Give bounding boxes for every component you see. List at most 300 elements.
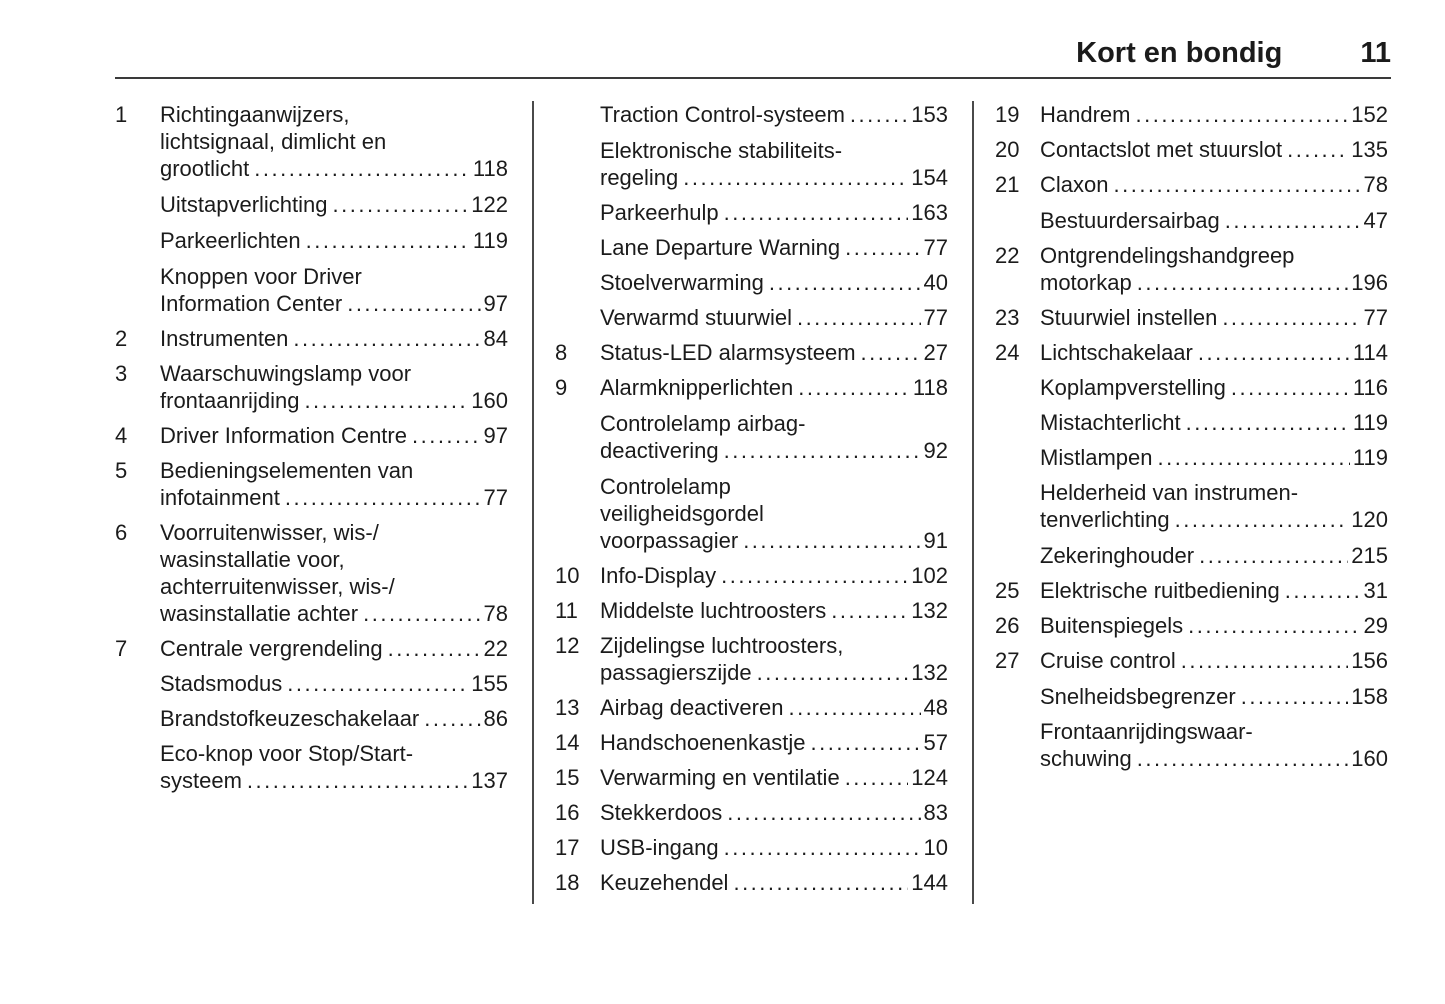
entry-body (1040, 683, 1388, 710)
toc-entry (995, 444, 1388, 471)
entry-page-ref: 163 (911, 199, 948, 225)
entry-last-line (1040, 444, 1388, 471)
entry-number: 5 (115, 457, 128, 483)
entry-body (160, 457, 508, 511)
entry-last-line (600, 799, 948, 826)
page-number: 11 (1360, 37, 1391, 69)
toc-entry (995, 339, 1388, 366)
entry-label: Lichtschakelaar (1040, 339, 1193, 365)
entry-number: 24 (995, 339, 1020, 365)
entry-page-ref: 29 (1363, 612, 1388, 638)
dot-leader (347, 290, 480, 317)
entry-label-line: achterruitenwisser, wis-/ (160, 573, 395, 599)
entry-label: Contactslot met stuurslot (1040, 136, 1283, 162)
entry-label-line: Eco-knop voor Stop/Start- (160, 740, 414, 766)
entry-body (600, 694, 948, 721)
entry-last-line (1040, 374, 1388, 401)
entry-page-ref: 132 (911, 659, 948, 685)
manual-page (0, 38, 1445, 904)
entry-number (555, 234, 600, 261)
entry-number (555, 269, 600, 296)
entry-label: Snelheidsbegrenzer (1040, 683, 1236, 709)
entry-body (1040, 409, 1388, 436)
entry-number (995, 718, 1040, 772)
entry-label: Stekkerdoos (600, 799, 723, 825)
entry-last-line (1040, 506, 1388, 533)
entry-last-line (600, 339, 948, 366)
entry-last-line (600, 101, 948, 128)
toc-entry (115, 670, 508, 697)
dot-leader (1225, 207, 1361, 234)
toc-entry (115, 360, 508, 414)
entry-page-ref: 83 (923, 799, 948, 825)
entry-label: frontaanrijding (160, 387, 300, 413)
toc-entry (115, 101, 508, 182)
entry-body (600, 562, 948, 589)
entry-page-ref: 160 (471, 387, 508, 413)
entry-label: Uitstapverlichting (160, 191, 328, 217)
entry-last-line (1040, 207, 1388, 234)
entry-label: Middelste luchtroosters (600, 597, 827, 623)
entry-number: 17 (555, 834, 580, 860)
entry-last-line (1040, 542, 1388, 569)
dot-leader (757, 659, 909, 686)
entry-page-ref: 160 (1351, 745, 1388, 771)
entry-last-line (160, 705, 508, 732)
entry-body (1040, 479, 1388, 533)
toc-entry (115, 457, 508, 511)
toc-entry (555, 764, 948, 791)
entry-label: Koplampverstelling (1040, 374, 1226, 400)
entry-body (600, 269, 948, 296)
entry-page-ref: 57 (923, 729, 948, 755)
dot-leader (388, 635, 481, 662)
entry-label: deactivering (600, 437, 719, 463)
dot-leader (724, 437, 921, 464)
entry-label: Parkeerhulp (600, 199, 719, 225)
entry-number (995, 542, 1040, 569)
entry-label-line: Ontgrendelingshandgreep (1040, 242, 1295, 268)
entry-page-ref: 31 (1363, 577, 1388, 603)
entry-body (600, 101, 948, 128)
dot-leader (1113, 171, 1360, 198)
entry-page-ref: 102 (911, 562, 948, 588)
entry-number (995, 409, 1040, 436)
entry-page-ref: 47 (1363, 207, 1388, 233)
entry-last-line (1040, 101, 1388, 128)
dot-leader (797, 304, 921, 331)
entry-body (1040, 612, 1388, 639)
entry-last-line (160, 600, 508, 627)
entry-number (555, 410, 600, 464)
entry-label: tenverlichting (1040, 506, 1170, 532)
toc-column (972, 101, 1388, 904)
entry-number: 27 (995, 647, 1020, 673)
entry-last-line (1040, 304, 1388, 331)
dot-leader (306, 227, 470, 254)
dot-leader (769, 269, 921, 296)
toc-entry (555, 562, 948, 589)
entry-page-ref: 84 (483, 325, 508, 351)
entry-label: Zekeringhouder (1040, 542, 1195, 568)
entry-label: Brandstofkeuzeschakelaar (160, 705, 420, 731)
dot-leader (1241, 683, 1349, 710)
toc-entry (995, 101, 1388, 128)
entry-body (1040, 444, 1388, 471)
dot-leader (850, 101, 908, 128)
entry-label: Driver Information Centre (160, 422, 407, 448)
entry-number (115, 263, 160, 317)
entry-page-ref: 120 (1351, 506, 1388, 532)
entry-page-ref: 153 (911, 101, 948, 127)
dot-leader (1137, 269, 1349, 296)
entry-label-line: Bedieningselementen van (160, 457, 414, 483)
page-header (115, 38, 1391, 70)
dot-leader (247, 767, 468, 794)
entry-number (995, 683, 1040, 710)
toc-entry (995, 612, 1388, 639)
dot-leader (412, 422, 481, 449)
entry-label: passagierszijde (600, 659, 752, 685)
toc-entry (555, 632, 948, 686)
entry-page-ref: 40 (923, 269, 948, 295)
dot-leader (287, 670, 468, 697)
entry-label: schuwing (1040, 745, 1132, 771)
entry-label: Information Center (160, 290, 343, 316)
dot-leader (254, 155, 470, 182)
entry-page-ref: 119 (1352, 444, 1388, 470)
entry-body (1040, 136, 1388, 163)
entry-page-ref: 155 (471, 670, 508, 696)
chapter-title: Kort en bondig (1076, 37, 1283, 69)
toc-entry (555, 410, 948, 464)
entry-last-line (160, 670, 508, 697)
dot-leader (293, 325, 480, 352)
entry-page-ref: 118 (912, 374, 948, 400)
dot-leader (1199, 542, 1348, 569)
entry-last-line (600, 234, 948, 261)
entry-number (555, 137, 600, 191)
entry-number: 3 (115, 360, 128, 386)
entry-body (600, 799, 948, 826)
entry-number (115, 705, 160, 732)
entry-last-line (600, 764, 948, 791)
entry-number: 22 (995, 242, 1020, 268)
dot-leader (727, 799, 920, 826)
entry-label: wasinstallatie achter (160, 600, 359, 626)
dot-leader (1188, 612, 1360, 639)
entry-last-line (1040, 683, 1388, 710)
entry-number (995, 479, 1040, 533)
entry-last-line (160, 325, 508, 352)
toc-entry (995, 304, 1388, 331)
entry-label: Keuzehendel (600, 869, 729, 895)
dot-leader (1137, 745, 1349, 772)
entry-body (600, 764, 948, 791)
entry-number: 18 (555, 869, 580, 895)
entry-page-ref: 48 (923, 694, 948, 720)
dot-leader (724, 199, 909, 226)
toc-entry (555, 101, 948, 128)
entry-page-ref: 152 (1351, 101, 1388, 127)
entry-last-line (600, 659, 948, 686)
entry-page-ref: 114 (1352, 339, 1388, 365)
toc-entry (995, 136, 1388, 163)
entry-label-line: Voorruitenwisser, wis-/ (160, 519, 379, 545)
entry-body (160, 325, 508, 352)
toc-entry (995, 409, 1388, 436)
entry-number: 2 (115, 325, 128, 351)
entry-label-line: Richtingaanwijzers, (160, 101, 350, 127)
entry-label: motorkap (1040, 269, 1132, 295)
entry-label: grootlicht (160, 155, 250, 181)
toc-entry (555, 694, 948, 721)
dot-leader (333, 191, 469, 218)
entry-label: Parkeerlichten (160, 227, 301, 253)
entry-page-ref: 27 (923, 339, 948, 365)
entry-last-line (600, 304, 948, 331)
entry-last-line (160, 767, 508, 794)
entry-label-line: Helderheid van instrumen- (1040, 479, 1299, 505)
entry-last-line (1040, 136, 1388, 163)
entry-page-ref: 135 (1351, 136, 1388, 162)
entry-last-line (1040, 269, 1388, 296)
entry-page-ref: 77 (483, 484, 508, 510)
dot-leader (1285, 577, 1361, 604)
entry-number: 4 (115, 422, 128, 448)
entry-label-line: wasinstallatie voor, (160, 546, 345, 572)
entry-number (555, 101, 600, 128)
entry-number (115, 227, 160, 254)
toc-entry (555, 269, 948, 296)
dot-leader (1287, 136, 1348, 163)
dot-leader (424, 705, 480, 732)
entry-body (160, 101, 508, 182)
entry-body (600, 410, 948, 464)
entry-last-line (600, 437, 948, 464)
toc-entry (555, 199, 948, 226)
entry-body (160, 263, 508, 317)
dot-leader (788, 694, 920, 721)
entry-page-ref: 116 (1352, 374, 1388, 400)
toc-entry (995, 718, 1388, 772)
toc-entry (995, 577, 1388, 604)
dot-leader (683, 164, 908, 191)
entry-body (160, 422, 508, 449)
entry-number (995, 207, 1040, 234)
entry-number (115, 191, 160, 218)
dot-leader (1157, 444, 1349, 471)
entry-last-line (1040, 647, 1388, 674)
toc-entry (555, 304, 948, 331)
entry-number (115, 740, 160, 794)
entry-page-ref: 118 (472, 155, 508, 181)
entry-last-line (600, 562, 948, 589)
dot-leader (743, 527, 920, 554)
entry-body (160, 740, 508, 794)
entry-number (115, 670, 160, 697)
entry-page-ref: 119 (1352, 409, 1388, 435)
entry-number: 8 (555, 339, 568, 365)
entry-page-ref: 215 (1351, 542, 1388, 568)
entry-last-line (160, 290, 508, 317)
entry-number: 13 (555, 694, 580, 720)
entry-number: 16 (555, 799, 580, 825)
entry-page-ref: 22 (483, 635, 508, 661)
entry-page-ref: 137 (471, 767, 508, 793)
entry-label: USB-ingang (600, 834, 719, 860)
entry-page-ref: 92 (923, 437, 948, 463)
toc-entry (995, 542, 1388, 569)
entry-body (1040, 207, 1388, 234)
toc-entry (555, 799, 948, 826)
entry-last-line (1040, 577, 1388, 604)
toc-entry (115, 519, 508, 627)
dot-leader (1181, 647, 1349, 674)
toc-column (115, 101, 508, 904)
entry-label: Instrumenten (160, 325, 289, 351)
entry-label-line: Knoppen voor Driver (160, 263, 362, 289)
entry-label: Handrem (1040, 101, 1131, 127)
entry-label-line: Frontaanrijdingswaar- (1040, 718, 1253, 744)
entry-label: Handschoenenkastje (600, 729, 806, 755)
entry-body (160, 191, 508, 218)
header-rule (115, 77, 1391, 79)
entry-body (600, 339, 948, 366)
entry-page-ref: 196 (1351, 269, 1388, 295)
entry-label: voorpassagier (600, 527, 739, 553)
entry-number: 9 (555, 374, 568, 400)
toc-entry (555, 137, 948, 191)
entry-body (1040, 647, 1388, 674)
entry-last-line (600, 527, 948, 554)
dot-leader (1198, 339, 1350, 366)
toc-entry (115, 263, 508, 317)
entry-body (1040, 339, 1388, 366)
entry-label: Info-Display (600, 562, 717, 588)
entry-page-ref: 119 (472, 227, 508, 253)
entry-last-line (600, 269, 948, 296)
toc-entry (555, 834, 948, 861)
entry-page-ref: 77 (923, 234, 948, 260)
entry-label: regeling (600, 164, 679, 190)
entry-body (600, 869, 948, 896)
entry-label: Stuurwiel instellen (1040, 304, 1218, 330)
entry-last-line (160, 422, 508, 449)
toc-entry (995, 242, 1388, 296)
dot-leader (721, 562, 908, 589)
entry-body (1040, 171, 1388, 198)
entry-body (1040, 718, 1388, 772)
entry-label: Verwarming en ventilatie (600, 764, 840, 790)
entry-body (600, 199, 948, 226)
entry-page-ref: 97 (483, 422, 508, 448)
entry-label-line: Controlelamp airbag- (600, 410, 806, 436)
entry-body (1040, 242, 1388, 296)
entry-page-ref: 124 (911, 764, 948, 790)
entry-last-line (600, 694, 948, 721)
entry-page-ref: 91 (923, 527, 948, 553)
entry-label-line: lichtsignaal, dimlicht en (160, 128, 387, 154)
toc-columns (115, 101, 1391, 904)
toc-entry (115, 191, 508, 218)
entry-last-line (1040, 612, 1388, 639)
entry-number (555, 473, 600, 554)
entry-body (600, 137, 948, 191)
toc-column (532, 101, 948, 904)
entry-last-line (1040, 171, 1388, 198)
entry-page-ref: 77 (923, 304, 948, 330)
entry-number: 20 (995, 136, 1020, 162)
entry-page-ref: 158 (1351, 683, 1388, 709)
entry-last-line (1040, 339, 1388, 366)
dot-leader (285, 484, 481, 511)
toc-entry (995, 374, 1388, 401)
entry-label: Bestuurdersairbag (1040, 207, 1220, 233)
entry-page-ref: 78 (483, 600, 508, 626)
entry-label: Elektrische ruitbediening (1040, 577, 1280, 603)
entry-label: Stoelverwarming (600, 269, 764, 295)
entry-number: 6 (115, 519, 128, 545)
dot-leader (861, 339, 921, 366)
dot-leader (845, 234, 920, 261)
entry-label-line: Elektronische stabiliteits- (600, 137, 843, 163)
entry-body (160, 670, 508, 697)
toc-entry (555, 597, 948, 624)
toc-entry (555, 729, 948, 756)
dot-leader (724, 834, 921, 861)
entry-number (995, 444, 1040, 471)
entry-number: 26 (995, 612, 1020, 638)
toc-entry (555, 234, 948, 261)
entry-page-ref: 97 (483, 290, 508, 316)
dot-leader (1175, 506, 1349, 533)
entry-label: Mistachterlicht (1040, 409, 1181, 435)
entry-label: Stadsmodus (160, 670, 283, 696)
entry-body (600, 304, 948, 331)
entry-label: Alarmknipperlichten (600, 374, 794, 400)
toc-entry (995, 171, 1388, 198)
entry-number: 10 (555, 562, 580, 588)
entry-last-line (1040, 745, 1388, 772)
entry-page-ref: 156 (1351, 647, 1388, 673)
entry-body (1040, 304, 1388, 331)
entry-number (555, 199, 600, 226)
dot-leader (810, 729, 920, 756)
entry-number: 19 (995, 101, 1020, 127)
toc-entry (555, 339, 948, 366)
entry-body (600, 729, 948, 756)
entry-number: 11 (555, 597, 578, 623)
entry-number (995, 374, 1040, 401)
toc-entry (115, 705, 508, 732)
dot-leader (831, 597, 908, 624)
dot-leader (1135, 101, 1348, 128)
entry-last-line (600, 164, 948, 191)
entry-body (600, 834, 948, 861)
toc-entry (995, 207, 1388, 234)
toc-entry (555, 374, 948, 401)
entry-body (160, 519, 508, 627)
entry-label: Buitenspiegels (1040, 612, 1184, 638)
entry-number: 15 (555, 764, 580, 790)
entry-page-ref: 77 (1363, 304, 1388, 330)
entry-body (600, 473, 948, 554)
entry-label: Cruise control (1040, 647, 1176, 673)
entry-last-line (160, 387, 508, 414)
entry-label-line: veiligheidsgordel (600, 500, 764, 526)
entry-last-line (600, 199, 948, 226)
